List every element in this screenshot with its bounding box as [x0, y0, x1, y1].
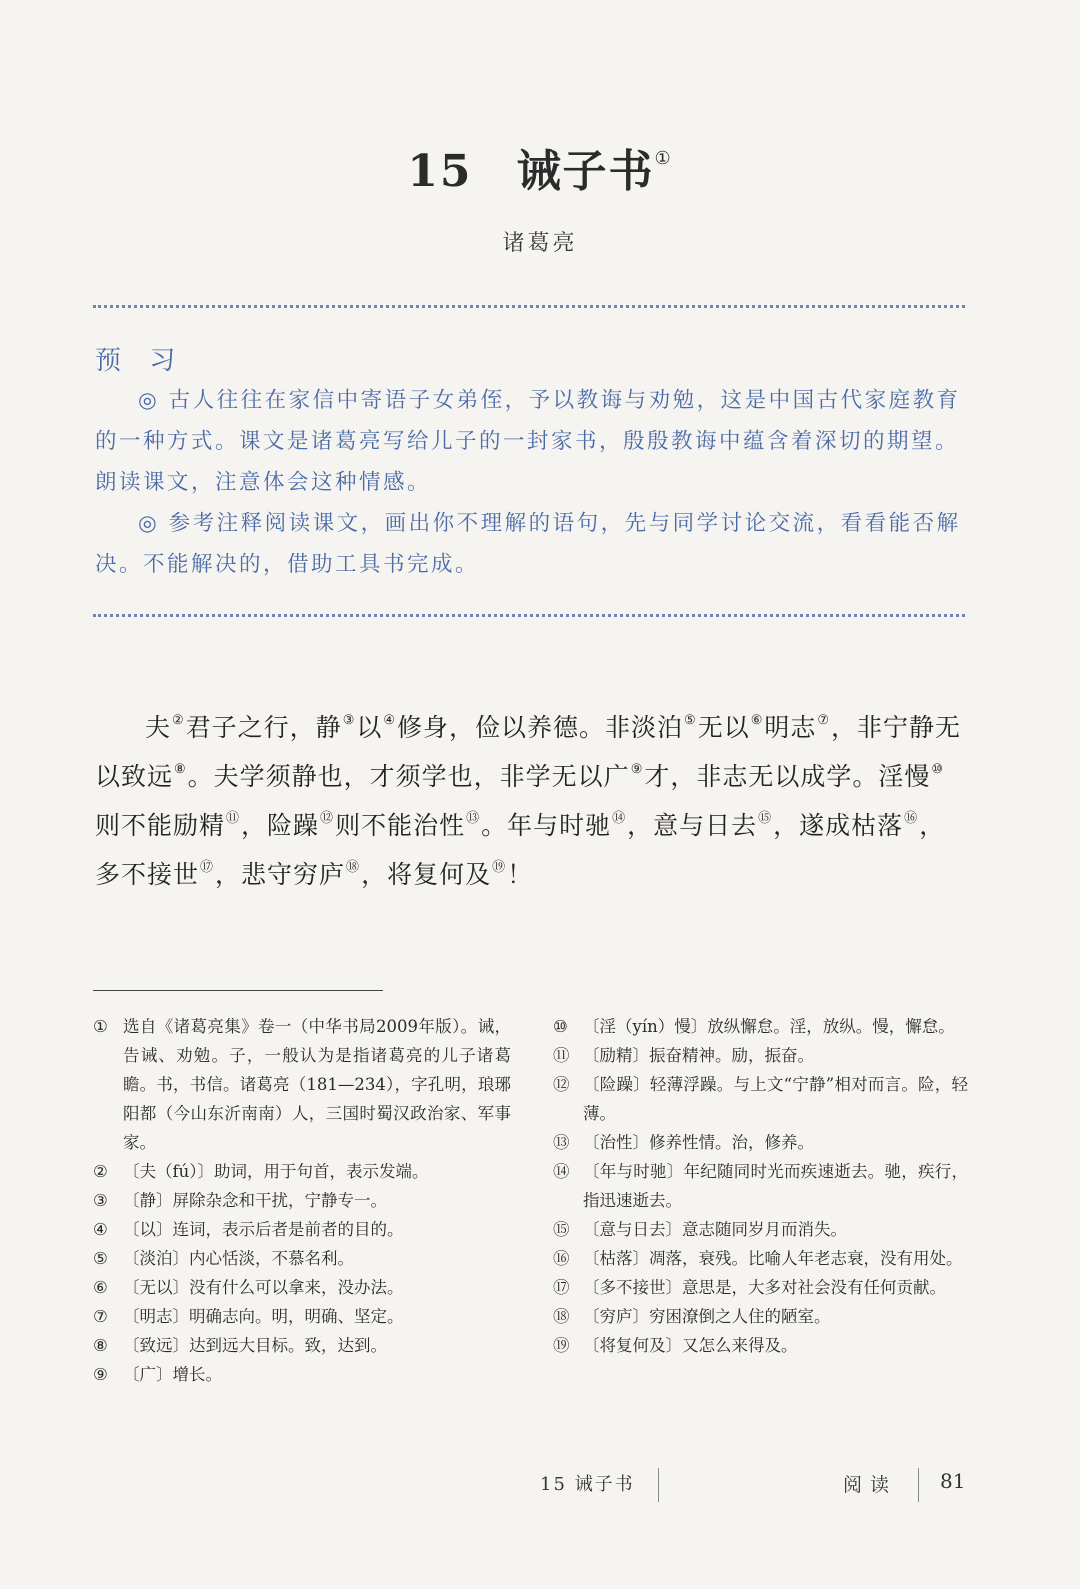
note-marker: ⑪: [226, 811, 241, 826]
footnote-mark: ⑭: [553, 1162, 570, 1181]
text-segment: 则不能励精: [95, 811, 226, 840]
author: 诸葛亮: [502, 231, 578, 256]
main-paragraph: [95, 700, 965, 896]
main-text: [95, 700, 965, 896]
footer-divider-left: [658, 1468, 659, 1502]
dotted-divider-top: [93, 305, 965, 308]
footnote: [93, 1302, 511, 1331]
footnote-mark: ⑩: [553, 1017, 568, 1036]
text-segment: 明志: [764, 713, 817, 742]
footnote-mark: ⑫: [553, 1075, 570, 1094]
text-segment: 以: [356, 713, 383, 742]
note-marker: ⑰: [200, 860, 215, 875]
footnote-mark: ⑥: [93, 1278, 108, 1297]
note-marker: ⑦: [817, 713, 831, 728]
footnote-mark: ⑮: [553, 1220, 570, 1239]
note-marker: ⑨: [630, 762, 644, 777]
preview-body: [95, 380, 965, 585]
footnote-mark: ⑰: [553, 1278, 570, 1297]
preview-paragraph-2: ◎ 参考注释阅读课文，画出你不理解的语句，先与同学讨论交流，看看能否解决。不能解决的，借助工具书完成。: [95, 511, 961, 577]
footnote-text: 〔励精〕振奋精神。励，振奋。: [583, 1046, 814, 1065]
title-note-mark: ①: [654, 148, 673, 169]
footnote: [553, 1041, 968, 1070]
lesson-number: 15: [407, 146, 473, 197]
footnote-text: 〔意与日去〕意志随同岁月而消失。: [583, 1220, 847, 1239]
note-marker: ⑩: [931, 762, 945, 777]
lesson-title: [0, 135, 1080, 199]
footnote-mark: ⑪: [553, 1046, 570, 1065]
footnote-mark: ⑲: [553, 1336, 570, 1355]
footnotes-left-column: [93, 1012, 511, 1389]
footnote-text: 〔险躁〕轻薄浮躁。与上文“宁静”相对而言。险，轻薄。: [583, 1075, 968, 1123]
lesson-title-text: 诫子书: [516, 146, 655, 197]
note-marker: ⑥: [750, 713, 764, 728]
footnote-text: 〔淫（yín）慢〕放纵懈怠。淫，放纵。慢，懈怠。: [583, 1017, 955, 1036]
text-segment: ，将复何及: [361, 860, 492, 889]
footnote-mark: ⑯: [553, 1249, 570, 1268]
footnote: [93, 1360, 511, 1389]
footnote-mark: ④: [93, 1220, 108, 1239]
text-segment: 夫: [145, 713, 172, 742]
footnote-text: 〔治性〕修养性情。治，修养。: [583, 1133, 814, 1152]
footnote-text: 〔无以〕没有什么可以拿来，没办法。: [123, 1278, 404, 1297]
footnote-text: 〔将复何及〕又怎么来得及。: [583, 1336, 798, 1355]
footnote: [93, 1186, 511, 1215]
text-segment: 君子之行，静: [185, 713, 342, 742]
footnote: [93, 1273, 511, 1302]
footnote-text: 〔枯落〕凋落，衰残。比喻人年老志衰，没有用处。: [583, 1249, 963, 1268]
note-marker: ⑧: [174, 762, 187, 777]
footnote-mark: ③: [93, 1191, 108, 1210]
text-segment: ，意与日去: [627, 811, 758, 840]
dotted-divider-bottom: [93, 614, 965, 617]
text-segment: 修身，俭以养德。非淡泊: [397, 713, 684, 742]
footnote: [553, 1157, 968, 1215]
note-marker: ④: [383, 713, 397, 728]
footnote: [553, 1215, 968, 1244]
footer-divider-right: [918, 1468, 919, 1502]
footnote-mark: ⑦: [93, 1307, 108, 1326]
page-number: 81: [940, 1469, 966, 1493]
footnote-mark: ⑧: [93, 1336, 108, 1355]
note-marker: ⑱: [346, 860, 361, 875]
footnote-mark: ①: [93, 1017, 108, 1036]
text-segment: 才，非志无以成学。淫慢: [644, 762, 931, 791]
footer-section: 阅读: [843, 1474, 898, 1496]
footnote-text: 〔静〕屏除杂念和干扰，宁静专一。: [123, 1191, 387, 1210]
text-segment: ！: [507, 860, 534, 889]
footnote: [93, 1244, 511, 1273]
note-marker: ③: [342, 713, 356, 728]
footnote: [553, 1012, 968, 1041]
footnote: [93, 1215, 511, 1244]
footnote: [553, 1273, 968, 1302]
footnote-text: 〔广〕增长。: [123, 1365, 222, 1384]
text-segment: ，多不接世: [95, 811, 946, 889]
footnote: [93, 1331, 511, 1360]
footnote-mark: ⑨: [93, 1365, 108, 1384]
note-marker: ⑯: [904, 811, 919, 826]
note-marker: ⑲: [492, 860, 507, 875]
footnote: [553, 1070, 968, 1128]
note-marker: ⑤: [684, 713, 697, 728]
footnote-text: 〔明志〕明确志向。明，明确、坚定。: [123, 1307, 404, 1326]
footnote: [93, 1157, 511, 1186]
text-segment: ，险躁: [241, 811, 320, 840]
footnote-text: 〔穷庐〕穷困潦倒之人住的陋室。: [583, 1307, 831, 1326]
footnote: [93, 1012, 511, 1157]
text-segment: 无以: [697, 713, 750, 742]
note-marker: ⑭: [612, 811, 627, 826]
footnote-text: 选自《诸葛亮集》卷一（中华书局2009年版）。诫，告诫、劝勉。子，一般认为是指诸葛亮的儿子诸葛瞻。书，书信。诸葛亮（181—234），字孔明，琅琊阳都（今山东沂南南）人，三国时蜀汉政治家、军事家。: [123, 1017, 511, 1152]
footnote: [553, 1244, 968, 1273]
footnote-mark: ⑬: [553, 1133, 570, 1152]
footnote: [553, 1331, 968, 1360]
footnotes-right-column: [553, 1012, 968, 1360]
text-segment: ，非宁静无以致远: [95, 713, 962, 791]
footnote: [553, 1128, 968, 1157]
footnote-text: 〔以〕连词，表示后者是前者的目的。: [123, 1220, 404, 1239]
text-segment: ，悲守穷庐: [215, 860, 346, 889]
text-segment: 。夫学须静也，才须学也，非学无以广: [187, 762, 630, 791]
note-marker: ②: [172, 713, 185, 728]
footnote-mark: ⑱: [553, 1307, 570, 1326]
footnote-text: 〔淡泊〕内心恬淡，不慕名利。: [123, 1249, 354, 1268]
note-marker: ⑬: [466, 811, 481, 826]
note-marker: ⑮: [758, 811, 773, 826]
footnote-text: 〔致远〕达到远大目标。致，达到。: [123, 1336, 387, 1355]
footnote-text: 〔年与时驰〕年纪随同时光而疾速逝去。驰，疾行，指迅速逝去。: [583, 1162, 968, 1210]
footnote-rule: [93, 990, 383, 991]
footer-lesson-label: 15 诫子书: [540, 1474, 635, 1495]
footnote-text: 〔夫（fú）〕助词，用于句首，表示发端。: [123, 1162, 429, 1181]
preview-heading: 预 习: [95, 346, 186, 376]
preview-paragraph-1: ◎ 古人往往在家信中寄语子女弟侄，予以教诲与劝勉，这是中国古代家庭教育的一种方式。课文是诸葛亮写给儿子的一封家书，殷殷教诲中蕴含着深切的期望。朗读课文，注意体会这种情感。: [95, 388, 961, 495]
text-segment: 则不能治性: [335, 811, 466, 840]
footnote: [553, 1302, 968, 1331]
footnote-text: 〔多不接世〕意思是，大多对社会没有任何贡献。: [583, 1278, 946, 1297]
footnote-mark: ②: [93, 1162, 108, 1181]
note-marker: ⑫: [320, 811, 335, 826]
footnote-mark: ⑤: [93, 1249, 108, 1268]
text-segment: ，遂成枯落: [773, 811, 904, 840]
text-segment: 。年与时驰: [481, 811, 612, 840]
